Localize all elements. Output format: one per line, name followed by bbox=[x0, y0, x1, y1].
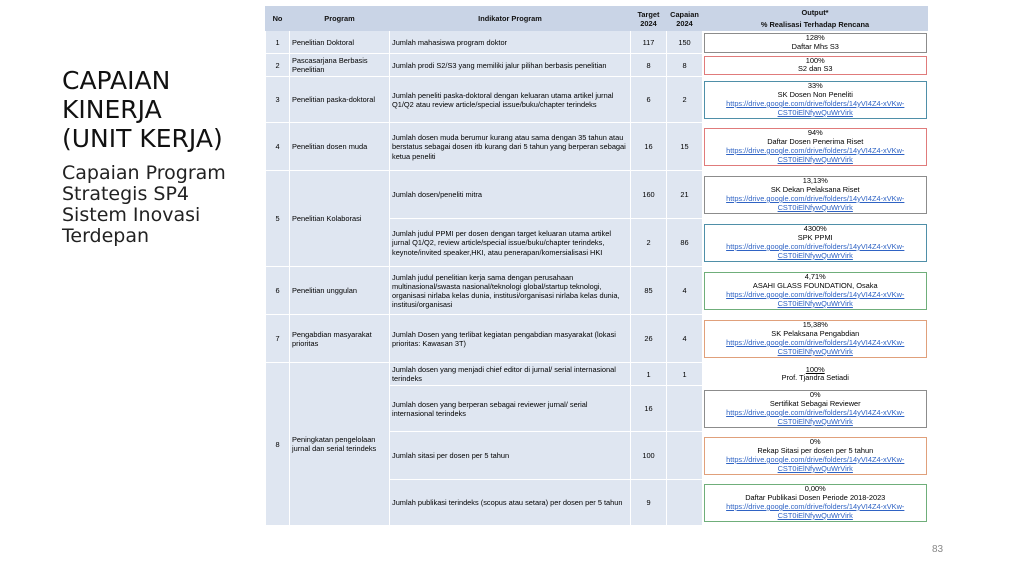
realisasi-percent: 0% bbox=[809, 437, 821, 447]
output-document: Prof. Tjandra Setiadi bbox=[781, 373, 849, 383]
cell-program: Penelitian unggulan bbox=[290, 267, 390, 315]
cell-target: 2 bbox=[631, 219, 667, 267]
cell-target: 6 bbox=[631, 77, 667, 123]
output-box bbox=[704, 128, 927, 166]
realisasi-percent: 4300% bbox=[803, 224, 827, 234]
realisasi-percent: 100% bbox=[805, 364, 825, 374]
cell-capaian: 2 bbox=[667, 77, 703, 123]
cell-capaian: 4 bbox=[667, 315, 703, 363]
table-row bbox=[266, 77, 928, 123]
output-box bbox=[704, 56, 927, 76]
drive-link[interactable]: CST0iElNfywQuWrVirk bbox=[777, 510, 853, 520]
realisasi-percent: 4,71% bbox=[804, 272, 826, 282]
cell-target: 16 bbox=[631, 123, 667, 171]
table-row bbox=[266, 315, 928, 363]
realisasi-percent: 13,13% bbox=[802, 176, 828, 186]
table-row bbox=[266, 363, 928, 386]
cell-indikator: Jumlah dosen/peneliti mitra bbox=[390, 171, 631, 219]
cell-target: 100 bbox=[631, 432, 667, 480]
realisasi-percent: 94% bbox=[807, 128, 823, 138]
cell-no: 4 bbox=[266, 123, 290, 171]
cell-output bbox=[703, 480, 928, 526]
realisasi-percent: 15,38% bbox=[802, 320, 828, 330]
cell-target: 1 bbox=[631, 363, 667, 386]
cell-target: 8 bbox=[631, 54, 667, 77]
table-row bbox=[266, 123, 928, 171]
slide-title-line: (UNIT KERJA) bbox=[62, 124, 223, 153]
cell-capaian: 4 bbox=[667, 267, 703, 315]
cell-indikator: Jumlah judul PPMI per dosen dengan target keluaran utama artikel jurnal Q1/Q2, review article/special issue/buku/chapter terindeks, keynote/invited speaker,HKI, atau penerapan/komersialisasi HKI bbox=[390, 219, 631, 267]
cell-indikator: Jumlah prodi S2/S3 yang memiliki jalur pilihan berbasis penelitian bbox=[390, 54, 631, 77]
slide-title-line: CAPAIAN bbox=[62, 66, 171, 95]
drive-link[interactable]: https://drive.google.com/drive/folders/14yVI4Z4-xVKw- bbox=[726, 289, 905, 299]
drive-link[interactable]: CST0iElNfywQuWrVirk bbox=[777, 107, 853, 117]
drive-link[interactable]: https://drive.google.com/drive/folders/14yVI4Z4-xVKw- bbox=[726, 241, 905, 251]
performance-table-container bbox=[265, 6, 927, 526]
table-row bbox=[266, 54, 928, 77]
cell-capaian: 21 bbox=[667, 171, 703, 219]
realisasi-percent: 128% bbox=[805, 32, 825, 42]
page-number: 83 bbox=[932, 544, 944, 555]
table-row bbox=[266, 267, 928, 315]
title-block bbox=[62, 66, 262, 247]
cell-indikator: Jumlah peneliti paska-doktoral dengan keluaran utama artikel jurnal Q1/Q2 atau review article/special issue/buku/chapter terindeks bbox=[390, 77, 631, 123]
drive-link[interactable]: https://drive.google.com/drive/folders/14yVI4Z4-xVKw- bbox=[726, 407, 905, 417]
output-document: Daftar Publikasi Dosen Periode 2018-2023 bbox=[745, 493, 886, 502]
cell-output bbox=[703, 31, 928, 54]
output-document: SK Dekan Pelaksana Riset bbox=[770, 185, 860, 194]
realisasi-percent: 0% bbox=[809, 390, 821, 400]
cell-no: 6 bbox=[266, 267, 290, 315]
output-document: Daftar Mhs S3 bbox=[791, 41, 839, 51]
cell-no: 3 bbox=[266, 77, 290, 123]
cell-capaian: 15 bbox=[667, 123, 703, 171]
drive-link[interactable]: https://drive.google.com/drive/folders/14yVI4Z4-xVKw- bbox=[726, 98, 905, 108]
slide-subtitle-line: Strategis SP4 bbox=[62, 183, 189, 205]
cell-target: 160 bbox=[631, 171, 667, 219]
cell-no: 1 bbox=[266, 31, 290, 54]
slide-title-line: KINERJA bbox=[62, 95, 162, 124]
drive-link[interactable]: https://drive.google.com/drive/folders/14yVI4Z4-xVKw- bbox=[726, 145, 905, 155]
slide-subtitle bbox=[62, 163, 262, 247]
output-document: SK Pelaksana Pengabdian bbox=[771, 329, 860, 338]
cell-indikator: Jumlah sitasi per dosen per 5 tahun bbox=[390, 432, 631, 480]
output-document: Rekap Sitasi per dosen per 5 tahun bbox=[757, 446, 874, 455]
cell-capaian bbox=[667, 432, 703, 480]
cell-output bbox=[703, 432, 928, 480]
cell-indikator: Jumlah mahasiswa program doktor bbox=[390, 31, 631, 54]
cell-indikator: Jumlah dosen yang menjadi chief editor di jurnal/ serial internasional terindeks bbox=[390, 363, 631, 386]
cell-program: Penelitian dosen muda bbox=[290, 123, 390, 171]
drive-link[interactable]: CST0iElNfywQuWrVirk bbox=[777, 463, 853, 473]
cell-output bbox=[703, 315, 928, 363]
cell-capaian bbox=[667, 480, 703, 526]
output-box bbox=[704, 272, 927, 310]
cell-program: Penelitian paska-doktoral bbox=[290, 77, 390, 123]
drive-link[interactable]: https://drive.google.com/drive/folders/14yVI4Z4-xVKw- bbox=[726, 337, 905, 347]
cell-indikator: Jumlah dosen muda berumur kurang atau sama dengan 35 tahun atau berstatus sebagai dosen itb kurang dari 5 tahun yang berperan sebagai ketua peneliti bbox=[390, 123, 631, 171]
cell-output bbox=[703, 123, 928, 171]
slide-subtitle-line: Terdepan bbox=[62, 225, 150, 247]
realisasi-percent: 100% bbox=[805, 55, 825, 65]
cell-output bbox=[703, 219, 928, 267]
cell-output bbox=[703, 54, 928, 77]
output-document: Sertifikat Sebagai Reviewer bbox=[769, 399, 861, 408]
header-realisasi: % Realisasi Terhadap Rencana bbox=[703, 19, 928, 31]
header-no: No bbox=[266, 7, 290, 31]
cell-capaian: 150 bbox=[667, 31, 703, 54]
drive-link[interactable]: https://drive.google.com/drive/folders/14yVI4Z4-xVKw- bbox=[726, 193, 905, 203]
header-output: Output* bbox=[703, 7, 928, 19]
cell-program: Penelitian Kolaborasi bbox=[290, 171, 390, 267]
cell-program: Pengabdian masyarakat prioritas bbox=[290, 315, 390, 363]
drive-link[interactable]: CST0iElNfywQuWrVirk bbox=[777, 154, 853, 164]
cell-program: Pascasarjana Berbasis Penelitian bbox=[290, 54, 390, 77]
cell-target: 85 bbox=[631, 267, 667, 315]
output-box bbox=[704, 176, 927, 214]
cell-capaian bbox=[667, 386, 703, 432]
cell-capaian: 1 bbox=[667, 363, 703, 386]
output-box bbox=[704, 224, 927, 262]
cell-output bbox=[703, 267, 928, 315]
cell-target: 117 bbox=[631, 31, 667, 54]
header-target: Target 2024 bbox=[631, 7, 667, 31]
header-indikator: Indikator Program bbox=[390, 7, 631, 31]
cell-indikator: Jumlah dosen yang berperan sebagai reviewer jurnal/ serial internasional terindeks bbox=[390, 386, 631, 432]
output-box bbox=[704, 437, 927, 475]
output-box bbox=[704, 365, 927, 385]
cell-indikator: Jumlah Dosen yang terlibat kegiatan pengabdian masyarakat (lokasi prioritas: Kawasan 3T) bbox=[390, 315, 631, 363]
output-box bbox=[704, 33, 927, 53]
drive-link[interactable]: CST0iElNfywQuWrVirk bbox=[777, 202, 853, 212]
cell-indikator: Jumlah publikasi terindeks (scopus atau setara) per dosen per 5 tahun bbox=[390, 480, 631, 526]
realisasi-percent: 0,00% bbox=[804, 484, 826, 494]
output-document: S2 dan S3 bbox=[797, 64, 833, 74]
drive-link[interactable]: CST0iElNfywQuWrVirk bbox=[777, 250, 853, 260]
table-row bbox=[266, 171, 928, 219]
output-document: SK Dosen Non Peneliti bbox=[777, 90, 853, 99]
output-document: Daftar Dosen Penerima Riset bbox=[767, 137, 864, 146]
cell-capaian: 86 bbox=[667, 219, 703, 267]
cell-target: 16 bbox=[631, 386, 667, 432]
output-box bbox=[704, 81, 927, 119]
realisasi-percent: 33% bbox=[807, 81, 823, 91]
cell-no: 2 bbox=[266, 54, 290, 77]
cell-program: Peningkatan pengelolaan jurnal dan serial terindeks bbox=[290, 363, 390, 526]
cell-no: 8 bbox=[266, 363, 290, 526]
cell-target: 26 bbox=[631, 315, 667, 363]
header-capaian: Capaian 2024 bbox=[667, 7, 703, 31]
cell-target: 9 bbox=[631, 480, 667, 526]
output-document: SPK PPMI bbox=[797, 233, 833, 242]
output-box bbox=[704, 390, 927, 428]
cell-output bbox=[703, 363, 928, 386]
slide-subtitle-line: Capaian Program bbox=[62, 162, 226, 184]
cell-output bbox=[703, 77, 928, 123]
output-box bbox=[704, 320, 927, 358]
slide-subtitle-line: Sistem Inovasi bbox=[62, 204, 201, 226]
table-row bbox=[266, 31, 928, 54]
drive-link[interactable]: CST0iElNfywQuWrVirk bbox=[777, 298, 853, 308]
drive-link[interactable]: https://drive.google.com/drive/folders/14yVI4Z4-xVKw- bbox=[726, 501, 905, 511]
table-body bbox=[266, 31, 928, 526]
cell-capaian: 8 bbox=[667, 54, 703, 77]
slide-title bbox=[62, 66, 262, 153]
output-document: ASAHI GLASS FOUNDATION, Osaka bbox=[752, 281, 878, 290]
performance-table bbox=[265, 6, 928, 526]
output-box bbox=[704, 484, 927, 522]
drive-link[interactable]: https://drive.google.com/drive/folders/14yVI4Z4-xVKw- bbox=[726, 454, 905, 464]
cell-no: 7 bbox=[266, 315, 290, 363]
cell-output bbox=[703, 171, 928, 219]
cell-indikator: Jumlah judul penelitian kerja sama dengan perusahaan multinasional/swasta nasional/teknologi global/startup teknologi, organisasi nirlaba kelas dunia, institusi/organisasi nirlaba kelas dunia, institusi/organisasi bbox=[390, 267, 631, 315]
drive-link[interactable]: CST0iElNfywQuWrVirk bbox=[777, 346, 853, 356]
cell-output bbox=[703, 386, 928, 432]
cell-program: Penelitian Doktoral bbox=[290, 31, 390, 54]
header-program: Program bbox=[290, 7, 390, 31]
cell-no: 5 bbox=[266, 171, 290, 267]
drive-link[interactable]: CST0iElNfywQuWrVirk bbox=[777, 416, 853, 426]
